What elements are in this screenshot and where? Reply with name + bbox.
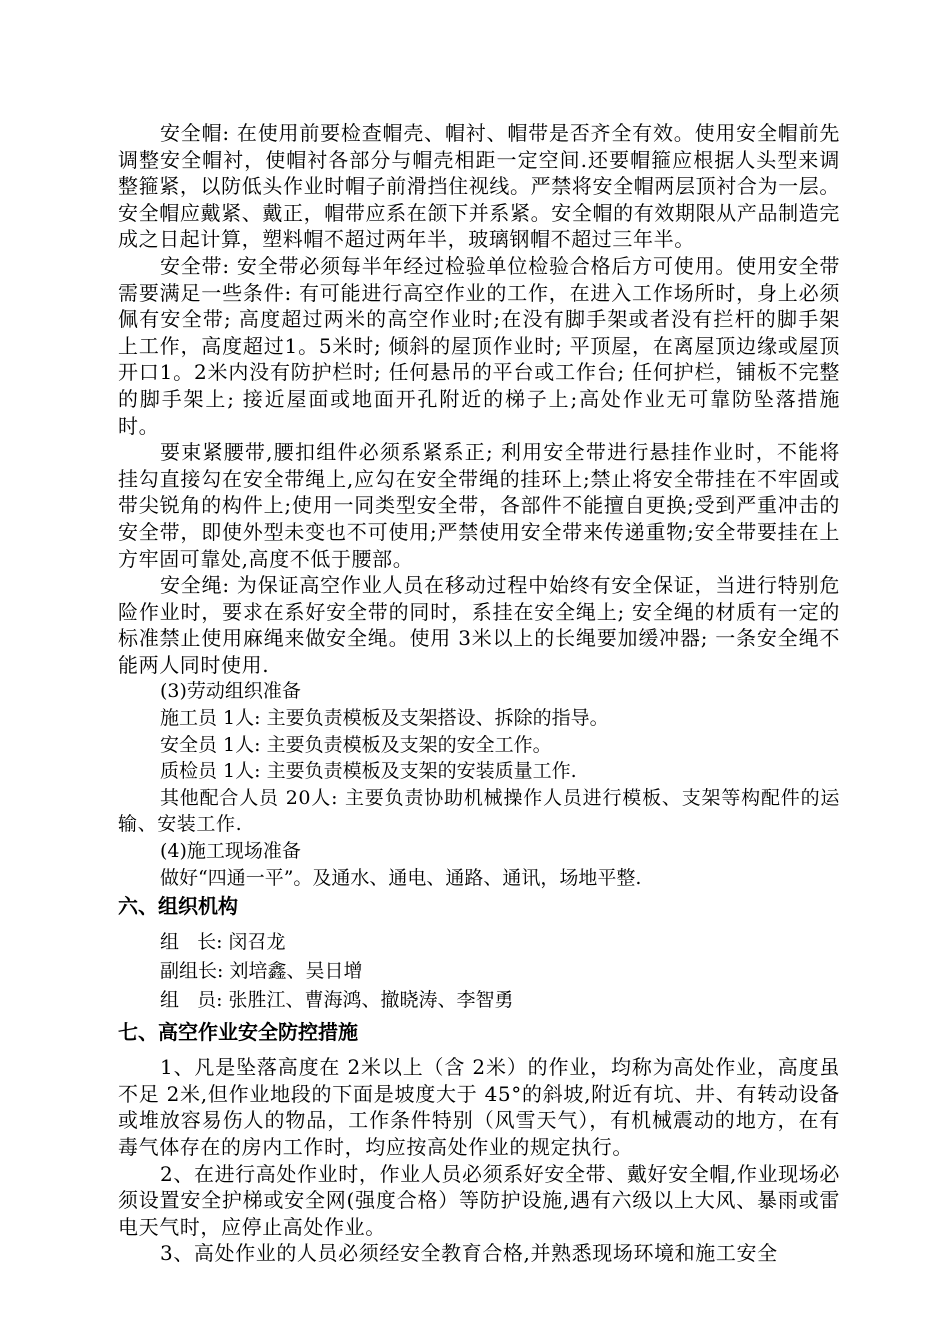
site-preparation-text: 做好“四通一平”。及通水、通电、通路、通讯，场地平整. — [160, 866, 642, 889]
org-member-deputy: 副组长: 刘培鑫、吴日增 — [160, 960, 363, 983]
org-member-members: 组 员: 张胜江、曹海鸿、撤晓涛、李智勇 — [160, 989, 514, 1012]
paragraph-safety-belt: 安全带: 安全带必须每半年经过检验单位检验合格后方可使用。使用安全带需要满足一些条件: 有可能进行高空作业的工作，在进入工作场所时，身上必须佩有安全带; 高度超过两米的高空作业时;在没有脚手架或者没有拦杆的脚手架上工作，高度超过1。5米时; 倾斜的屋顶作业时; 平顶屋，在离屋顶边缘或屋顶开口1。2米内没有防护栏时; 任何悬吊的平台或工作台; 任何护栏，铺板不完整的脚手架上; 接近屋面或地面开孔附近的梯子上;高处作业无可靠防坠落措施时。 — [118, 253, 840, 438]
paragraph-safety-rope: 安全绳: 为保证高空作业人员在移动过程中始终有安全保证，当进行特别危险作业时，要求在系好安全带的同时，系挂在安全绳上; 安全绳的材质有一定的标准禁止使用麻绳来做安全绳。使用 3米以上的长绳要加缓冲器; 一条安全绳不能两人同时使用. — [118, 573, 840, 677]
labor-item-others: 其他配合人员 20人: 主要负责协助机械操作人员进行模板、支架等构配件的运输、安装工作. — [118, 786, 840, 836]
labor-item-constructor: 施工员 1人: 主要负责模板及支架搭设、拆除的指导。 — [160, 707, 609, 730]
labor-organization-title: (3)劳动组织准备 — [160, 680, 301, 703]
paragraph-safety-helmet: 安全帽: 在使用前要检查帽壳、帽衬、帽带是否齐全有效。使用安全帽前先调整安全帽衬，使帽衬各部分与帽壳相距一定空间.还要帽箍应根据人头型来调整箍紧，以防低头作业时帽子前滑挡住视线。严禁将安全帽两层顶衬合为一层。安全帽应戴紧、戴正，帽带应系在颌下并系紧。安全帽的有效期限从产品制造完成之日起计算，塑料帽不超过两年半，玻璃钢帽不超过三年半。 — [118, 121, 840, 252]
paragraph-measure-3: 3、高处作业的人员必须经安全教育合格,并熟悉现场环境和施工安全 — [160, 1241, 778, 1266]
paragraph-measure-1: 1、凡是坠落高度在 2米以上（含 2米）的作业，均称为高处作业，高度虽不足 2米,但作业地段的下面是坡度大于 45°的斜坡,附近有坑、井、有转动设备或堆放容易伤人的物品，工作条件特别（风雪天气），有机械震动的地方，在有毒气体存在的房内工作时，均应按高处作业的规定执行。 — [118, 1055, 840, 1159]
labor-item-safety-officer: 安全员 1人: 主要负责模板及支架的安全工作。 — [160, 733, 552, 756]
section-high-altitude-heading: 七、高空作业安全防控措施 — [118, 1020, 358, 1045]
site-preparation-title: (4)施工现场准备 — [160, 840, 301, 863]
labor-item-inspector: 质检员 1人: 主要负责模板及支架的安装质量工作. — [160, 760, 577, 783]
section-organization-heading: 六、组织机构 — [118, 894, 238, 919]
document-page — [118, 120, 840, 1267]
paragraph-belt-usage: 要束紧腰带,腰扣组件必须系紧系正; 利用安全带进行悬挂作业时，不能将挂勾直接勾在安全带绳上,应勾在安全带绳的挂环上;禁止将安全带挂在不牢固或带尖锐角的构件上;使用一同类型安全带，各部件不能擅自更换;受到严重冲击的安全带，即使外型未变也不可使用;严禁使用安全带来传递重物;安全带要挂在上方牢固可靠处,高度不低于腰部。 — [118, 440, 840, 571]
org-member-leader: 组 长: 闵召龙 — [160, 931, 286, 954]
paragraph-measure-2: 2、在进行高处作业时，作业人员必须系好安全带、戴好安全帽,作业现场必须设置安全护梯或安全网(强度合格）等防护设施,遇有六级以上大风、暴雨或雷电天气时，应停止高处作业。 — [118, 1161, 840, 1239]
